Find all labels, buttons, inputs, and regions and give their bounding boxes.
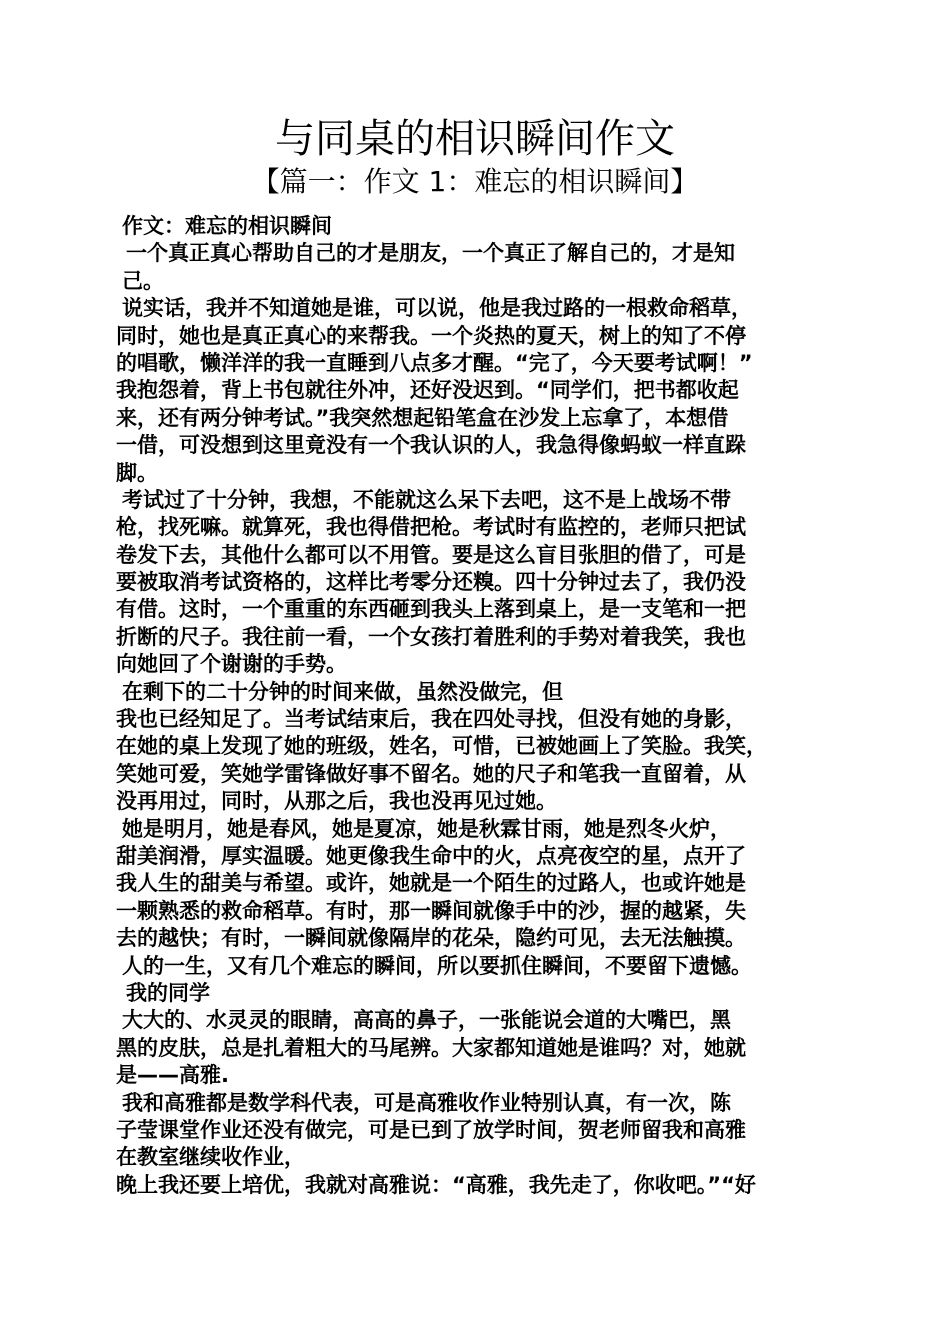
text-line: 一颗熟悉的救命稻草。有时，那一瞬间就像手中的沙，握的越紧，失 [116,898,746,923]
text-line: 在她的桌上发现了她的班级，姓名，可惜，已被她画上了笑脸。我笑， [116,734,767,759]
text-line: 说实话，我并不知道她是谁，可以说，他是我过路的一根救命稻草， [122,296,752,321]
text-line: 考试过了十分钟，我想，不能就这么呆下去吧，这不是上战场不带 [122,487,731,512]
text-line: 卷发下去，其他什么都可以不用管。要是这么盲目张胆的借了，可是 [116,542,746,567]
text-line: 一借，可没想到这里竟没有一个我认识的人，我急得像蚂蚁一样直跺 [116,433,746,458]
article-body [116,213,836,1199]
text-line: 的唱歌，懒洋洋的我一直睡到八点多才醒。“完了，今天要考试啊！” [116,350,753,375]
text-line: 在剩下的二十分钟的时间来做，虽然没做完，但 [122,679,563,704]
text-line: 作文：难忘的相识瞬间 [122,214,332,238]
text-line: 己。 [122,268,164,293]
text-line: 我也已经知足了。当考试结束后，我在四处寻找，但没有她的身影， [116,707,746,732]
text-line: 人的一生，又有几个难忘的瞬间，所以要抓住瞬间，不要留下遗憾。 [122,953,752,978]
text-line: 我和高雅都是数学科代表，可是高雅收作业特别认真，有一次，陈 [122,1090,731,1115]
document-title: 与同桌的相识瞬间作文 [275,116,675,162]
text-line: 甜美润滑，厚实温暖。她更像我生命中的火，点亮夜空的星，点开了 [116,843,746,868]
text-line: 子莹课堂作业还没有做完，可是已到了放学时间，贺老师留我和高雅 [116,1117,746,1142]
text-line: 她是明月，她是春风，她是夏凉，她是秋霖甘雨，她是烈冬火炉， [122,816,731,841]
text-line: 在教室继续收作业， [116,1145,305,1170]
text-line: 没再用过，同时，从那之后，我也没再见过她。 [116,789,557,814]
document-subtitle: 【篇一：作文 1：难忘的相识瞬间】 [251,165,699,198]
text-line: 晚上我还要上培优，我就对高雅说：“高雅，我先走了，你收吧。”“好 [116,1172,756,1197]
text-line: 有借。这时，一个重重的东西砸到我头上落到桌上，是一支笔和一把 [116,597,746,622]
text-line: 我的同学 [126,980,210,1005]
text-line: 笑她可爱，笑她学雷锋做好事不留名。她的尺子和笔我一直留着，从 [116,761,746,786]
text-line: 要被取消考试资格的，这样比考零分还糗。四十分钟过去了，我仍没 [116,570,746,595]
text-line: 我抱怨着，背上书包就往外冲，还好没迟到。“同学们，把书都收起 [116,378,739,403]
text-line: 同时，她也是真正真心的来帮我。一个炎热的夏天，树上的知了不停 [116,323,746,348]
text-line: 大大的、水灵灵的眼睛，高高的鼻子，一张能说会道的大嘴巴，黑 [122,1008,731,1033]
text-line: 向她回了个谢谢的手势。 [116,652,347,677]
text-line: 我人生的甜美与希望。或许，她就是一个陌生的过路人，也或许她是 [116,871,746,896]
text-line: 黑的皮肤，总是扎着粗大的马尾辨。大家都知道她是谁吗？对，她就 [116,1035,746,1060]
text-line: 去的越快；有时，一瞬间就像隔岸的花朵，隐约可见，去无法触摸。 [116,926,746,951]
text-line: 一个真正真心帮助自己的才是朋友，一个真正了解自己的，才是知 [126,241,735,266]
text-line: 是——高雅. [116,1063,229,1088]
text-line: 折断的尺子。我往前一看，一个女孩打着胜利的手势对着我笑，我也 [116,624,746,649]
text-line: 来，还有两分钟考试。”我突然想起铅笔盒在沙发上忘拿了，本想借 [116,405,729,430]
text-line: 脚。 [116,460,158,485]
text-line: 枪，找死嘛。就算死，我也得借把枪。考试时有监控的，老师只把试 [116,515,746,540]
